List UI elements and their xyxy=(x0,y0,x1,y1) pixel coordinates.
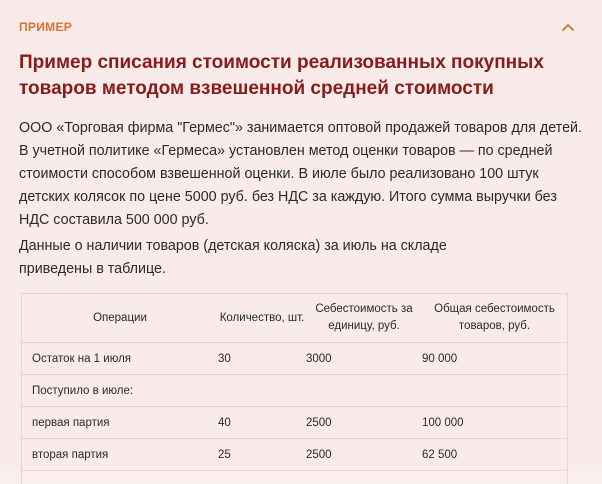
table-header-row xyxy=(22,294,567,343)
table-cell: 25 xyxy=(218,439,306,471)
column-header-operations: Операции xyxy=(22,294,218,343)
table-cell: первая партия xyxy=(22,407,218,439)
table-cell: 100 000 xyxy=(422,407,567,439)
table-cell: 90 000 xyxy=(422,343,567,375)
table-cell xyxy=(306,375,422,407)
table-row xyxy=(22,439,567,471)
table-cell: 3000 xyxy=(306,343,422,375)
column-header-quantity: Количество, шт. xyxy=(218,294,306,343)
table-row xyxy=(22,407,567,439)
chevron-up-icon[interactable] xyxy=(560,19,576,35)
column-header-unit-cost: Себестоимость за единицу, руб. xyxy=(306,294,422,343)
table-cell: 62 500 xyxy=(422,439,567,471)
example-header[interactable] xyxy=(19,17,576,37)
table-cell: вторая партия xyxy=(22,439,218,471)
paragraph-table-intro: Данные о наличии товаров (детская коляска) за июль на складе приведены в таблице. xyxy=(19,238,447,277)
table-cell: 2500 xyxy=(306,439,422,471)
table-cell xyxy=(422,375,567,407)
column-header-total-cost: Общая себестоимость товаров, руб. xyxy=(422,294,567,343)
table-cell: Поступило в июле: xyxy=(22,375,218,407)
paragraph-intro: ООО «Торговая фирма "Гермес"» занимается оптовой продажей товаров для детей. В учетной политике «Гермеса» установлен метод оценки товаров — по средней стоимости способом взвешенной оценки. В июле было реализовано 100 штук детских колясок по цене 5000 руб. без НДС за каждую. Итого сумма выручки без НДС составила 500 000 руб. xyxy=(19,120,582,228)
goods-table xyxy=(22,294,567,471)
table-cell: 40 xyxy=(218,407,306,439)
table-row xyxy=(22,375,567,407)
table-row xyxy=(22,343,567,375)
table-cell: Остаток на 1 июля xyxy=(22,343,218,375)
table-cell: 30 xyxy=(218,343,306,375)
goods-table-container xyxy=(21,293,568,484)
table-cell: 2500 xyxy=(306,407,422,439)
example-tag: ПРИМЕР xyxy=(19,20,73,34)
table-cell xyxy=(218,375,306,407)
example-title: Пример списания стоимости реализованных покупных товаров методом взвешенной средней стоимости xyxy=(19,52,544,99)
